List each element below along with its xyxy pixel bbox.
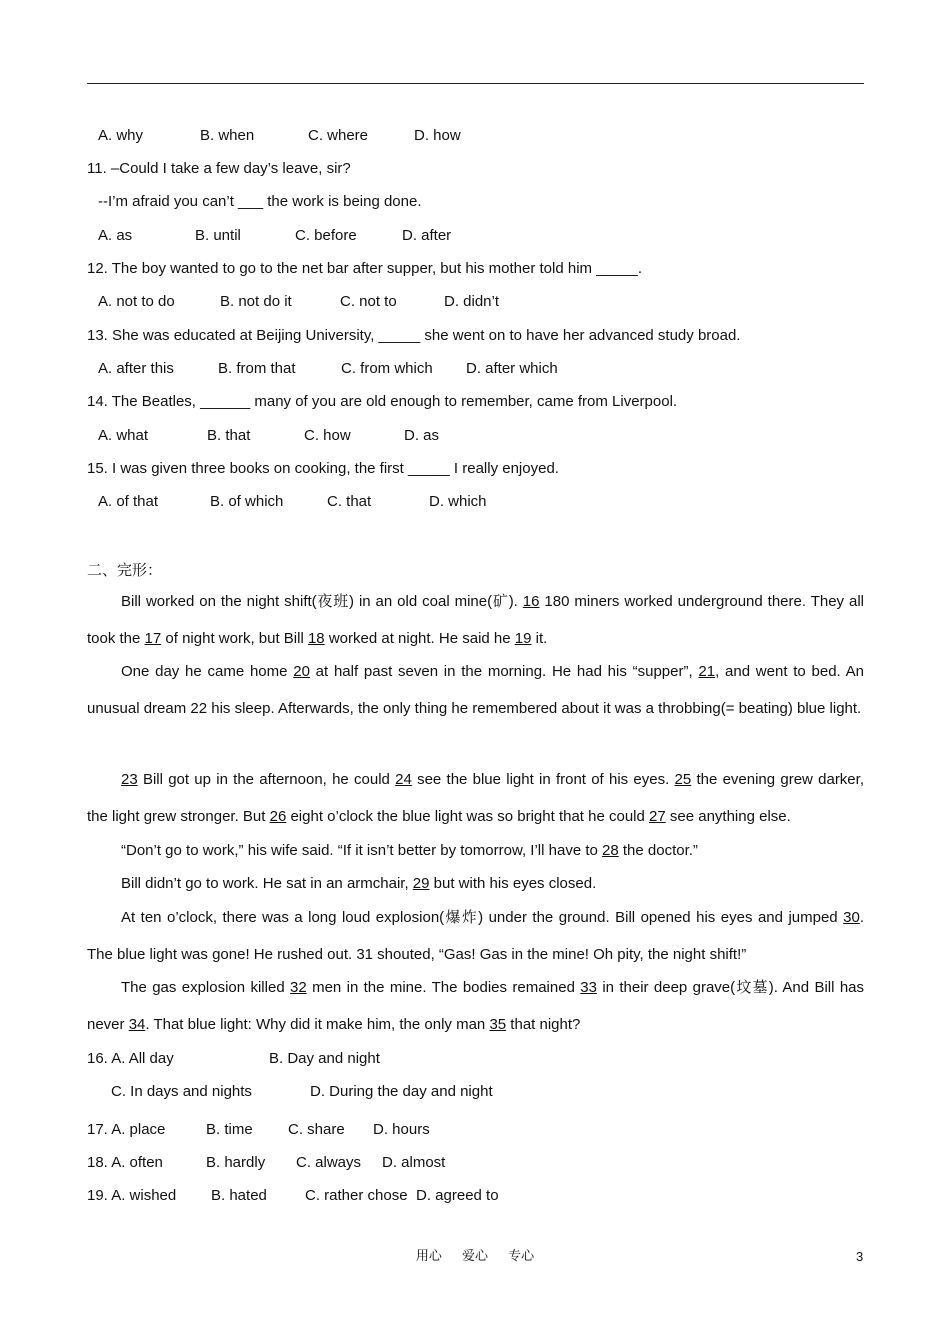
blank-30: 30 xyxy=(843,909,860,926)
q11-option-c: C. before xyxy=(295,227,357,244)
blank-26: 26 xyxy=(269,808,287,825)
q11-line2: --I’m afraid you can’t ___ the work is being done. xyxy=(98,193,422,210)
q13-option-d: D. after which xyxy=(466,360,558,377)
q19-option-c: C. rather chose xyxy=(305,1187,408,1204)
blank-32: 32 xyxy=(290,979,307,996)
q16-option-b: B. Day and night xyxy=(269,1050,380,1067)
q11-line1: 11. –Could I take a few day’s leave, sir? xyxy=(87,160,351,177)
q14-option-a: A. what xyxy=(98,427,149,444)
q18-option-d: D. almost xyxy=(382,1154,446,1171)
blank-19: 19 xyxy=(514,630,532,647)
footer-item: 用心 xyxy=(415,1249,442,1264)
passage-paragraph-1: Bill worked on the night shift(夜班) in an old coal mine(矿). 16 180 miners worked underground there. They all took the 17 of night work, but Bill 18 worked at night. He said he 19 it. xyxy=(87,592,864,647)
q11-option-a: A. as xyxy=(98,227,133,244)
q15-option-b: B. of which xyxy=(210,493,284,510)
blank-28: 28 xyxy=(602,842,619,859)
q15-option-a: A. of that xyxy=(98,493,159,510)
blank-16: 16 xyxy=(522,593,540,610)
passage-paragraph-6: At ten o’clock, there was a long loud explosion(爆炸) under the ground. Bill opened his eyes and jumped 30. The blue light was gone! He rushed out. 31 shouted, “Gas! Gas in the mine! Oh pity, the night shift!” xyxy=(87,908,864,963)
q13-option-a: A. after this xyxy=(98,360,174,377)
q14-stem: 14. The Beatles, ______ many of you are old enough to remember, came from Liverpool. xyxy=(87,393,678,410)
q16-option-a: 16. A. All day xyxy=(87,1050,174,1067)
q14-option-d: D. as xyxy=(404,427,440,444)
q15-stem: 15. I was given three books on cooking, the first _____ I really enjoyed. xyxy=(87,460,559,477)
blank-17: 17 xyxy=(144,630,162,647)
passage-paragraph-3: 23 Bill got up in the afternoon, he could 24 see the blue light in front of his eyes. 25 the evening grew darker, the light grew stronger. But 26 eight o’clock the blue light was so bright that he could 27 see anything else. xyxy=(87,771,864,825)
footer-item: 爱心 xyxy=(461,1249,488,1264)
q19-option-b: B. hated xyxy=(211,1187,267,1204)
blank-20: 20 xyxy=(293,663,310,680)
section-heading: 二、完形： xyxy=(87,561,163,579)
q10-option-a: A. why xyxy=(98,127,144,144)
q18-option-b: B. hardly xyxy=(206,1154,266,1171)
blank-23: 23 xyxy=(121,771,138,788)
blank-33: 33 xyxy=(580,979,597,996)
q17-option-a: 17. A. place xyxy=(87,1121,166,1138)
q14-option-b: B. that xyxy=(207,427,251,444)
footer-item: 专心 xyxy=(508,1249,535,1264)
passage-paragraph-4: “Don’t go to work,” his wife said. “If it isn’t better by tomorrow, I’ll have to 28 the doctor.” xyxy=(121,842,698,859)
q19-option-d: D. agreed to xyxy=(416,1187,499,1204)
q19-option-a: 19. A. wished xyxy=(87,1187,177,1204)
blank-18: 18 xyxy=(307,630,325,647)
q18-option-a: 18. A. often xyxy=(87,1154,163,1171)
q11-option-b: B. until xyxy=(195,227,241,244)
q14-option-c: C. how xyxy=(304,427,351,444)
q13-option-b: B. from that xyxy=(218,360,296,377)
q12-option-c: C. not to xyxy=(340,293,397,310)
q17-option-d: D. hours xyxy=(373,1121,430,1138)
blank-29: 29 xyxy=(412,875,430,892)
q10-option-d: D. how xyxy=(414,127,461,144)
passage-paragraph-7: The gas explosion killed 32 men in the mine. The bodies remained 33 in their deep grave(坟墓). And Bill has never 34. That blue light: Why did it make him, the only man 35 that night? xyxy=(87,978,864,1033)
q15-option-c: C. that xyxy=(327,493,372,510)
q16-option-c: C. In days and nights xyxy=(111,1083,252,1100)
q11-option-d: D. after xyxy=(402,227,452,244)
blank-34: 34 xyxy=(128,1016,146,1033)
blank-24: 24 xyxy=(395,771,412,788)
q15-option-d: D. which xyxy=(429,493,487,510)
blank-25: 25 xyxy=(674,771,692,788)
blank-21: 21 xyxy=(698,663,716,680)
q13-stem: 13. She was educated at Beijing University, _____ she went on to have her advanced study broad. xyxy=(87,327,741,344)
q12-option-a: A. not to do xyxy=(98,293,175,310)
q17-option-c: C. share xyxy=(288,1121,345,1138)
q12-stem: 12. The boy wanted to go to the net bar after supper, but his mother told him _____. xyxy=(87,260,643,277)
q10-option-c: C. where xyxy=(308,127,369,144)
q16-option-d: D. During the day and night xyxy=(310,1083,493,1100)
blank-35: 35 xyxy=(489,1016,507,1033)
page-number: 3 xyxy=(856,1249,864,1264)
q10-option-b: B. when xyxy=(200,127,255,144)
q12-option-b: B. not do it xyxy=(220,293,292,310)
q13-option-c: C. from which xyxy=(341,360,433,377)
q18-option-c: C. always xyxy=(296,1154,362,1171)
blank-27: 27 xyxy=(649,808,666,825)
passage-paragraph-5: Bill didn’t go to work. He sat in an armchair, 29 but with his eyes closed. xyxy=(121,875,597,892)
page-footer xyxy=(0,1249,950,1265)
passage-paragraph-2: One day he came home 20 at half past seven in the morning. He had his “supper”, 21, and went to bed. An unusual dream 22 his sleep. Afterwards, the only thing he remembered about it was a throbbing(= beating) blue light. xyxy=(87,663,864,717)
header-rule xyxy=(87,83,864,84)
q17-option-b: B. time xyxy=(206,1121,253,1138)
q12-option-d: D. didn’t xyxy=(444,293,500,310)
